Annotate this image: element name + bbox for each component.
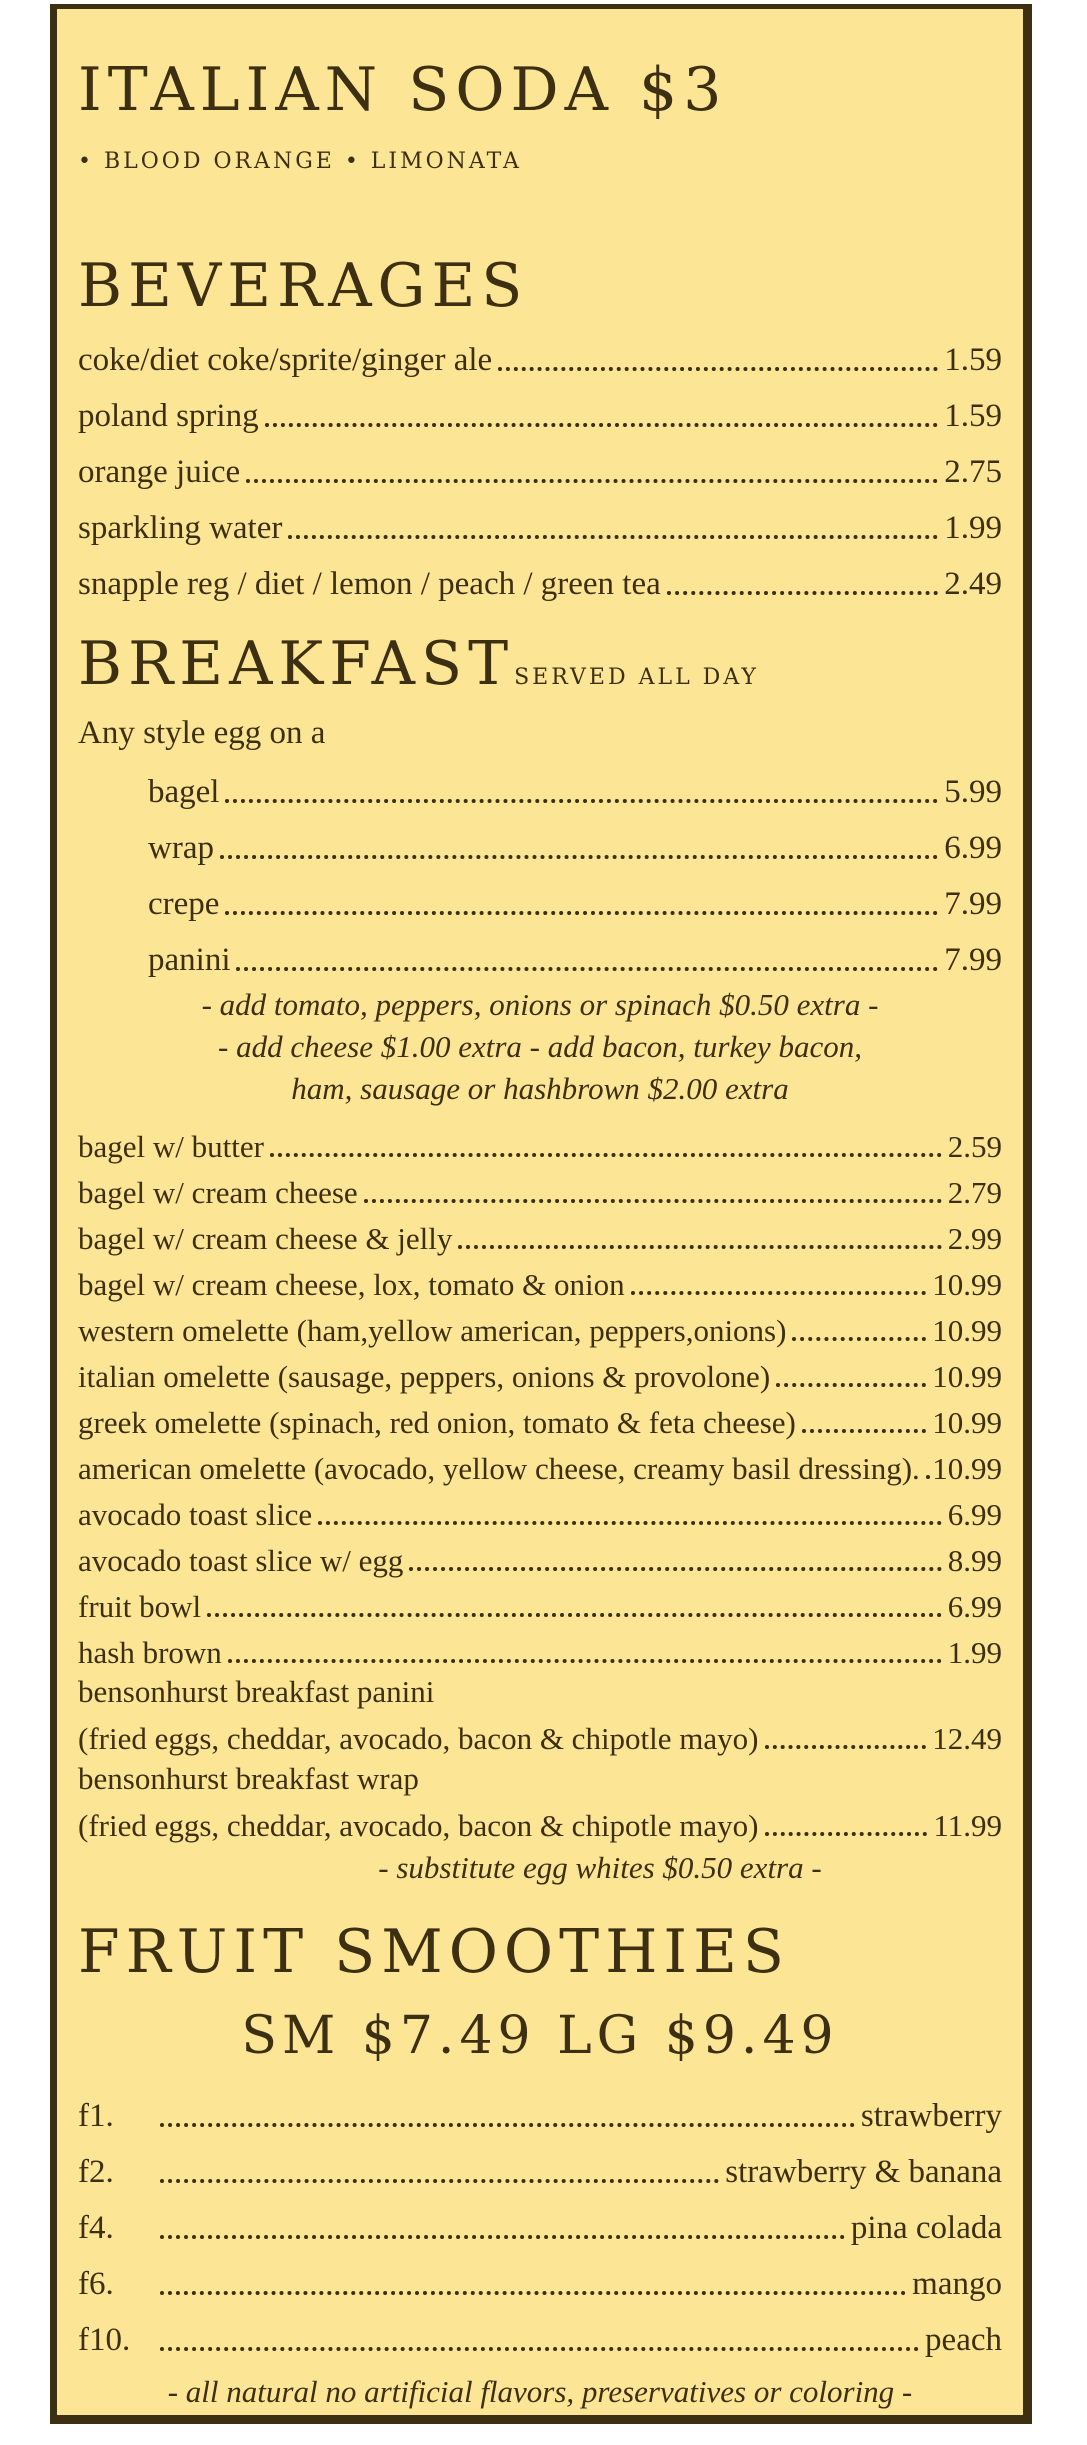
item-name: bagel w/ cream cheese & jelly [78,1221,453,1256]
item-price: 6.99 [944,830,1002,866]
item-price: 7.99 [944,886,1002,922]
item-price: 2.59 [947,1129,1002,1164]
item-name: sparkling water [78,510,283,546]
smoothie-flavor: mango [912,2266,1002,2302]
menu-item-row [78,1800,1002,1844]
smoothie-flavor: peach [925,2322,1002,2358]
item-name: fruit bowl [78,1589,202,1624]
breakfast-heading: BREAKFAST [78,629,515,699]
item-price: 10.99 [932,1451,1002,1486]
item-price: 1.99 [944,510,1002,546]
menu-item-row [78,1627,1002,1671]
menu-item-row [78,1489,1002,1533]
menu-item-row [148,935,1002,979]
menu-item-row [78,447,1002,491]
beverages-heading: BEVERAGES [78,251,529,321]
menu-item-row [78,1351,1002,1395]
item-price: 2.49 [944,566,1002,602]
item-price: 6.99 [947,1589,1002,1624]
menu-item-row [78,1121,1002,1165]
smoothie-row [78,2147,1002,2191]
addon-note: - add tomato, peppers, onions or spinach $0.50 extra - [201,987,879,1022]
item-price: 1.59 [944,342,1002,378]
item-price: 2.75 [944,454,1002,490]
menu-item-row [78,1213,1002,1257]
addon-note: ham, sausage or hashbrown $2.00 extra [291,1071,789,1106]
smoothie-flavor: strawberry [860,2098,1002,2134]
breakfast-subtitle: SERVED ALL DAY [514,665,759,690]
item-name: bagel w/ butter [78,1129,264,1164]
smoothie-flavor: strawberry & banana [725,2154,1002,2190]
item-price: 10.99 [932,1267,1002,1302]
item-desc: (fried eggs, cheddar, avocado, bacon & chipotle mayo) [78,1808,759,1843]
item-price: 11.99 [933,1808,1002,1843]
item-name: american omelette (avocado, yellow cheese, creamy basil dressing). [78,1451,920,1486]
smoothie-row [78,2315,1002,2359]
item-name: bagel w/ cream cheese [78,1175,358,1210]
menu-item-row [78,391,1002,435]
item-name: bagel w/ cream cheese, lox, tomato & onion [78,1267,625,1302]
menu-board [50,4,1032,2424]
item-name: italian omelette (sausage, peppers, onions & provolone) [78,1359,771,1394]
smoothie-code: f10. [78,2322,131,2358]
smoothie-flavor: pina colada [850,2210,1002,2246]
breakfast-heading-group [78,629,759,699]
item-price: 1.99 [947,1635,1002,1670]
menu-item-row [78,1397,1002,1441]
item-price: 10.99 [932,1313,1002,1348]
item-price: 7.99 [944,942,1002,978]
menu-item-row [78,1581,1002,1625]
menu-item-row [78,1259,1002,1303]
menu-item-row [78,503,1002,547]
italian-soda-heading: ITALIAN SODA $3 [78,55,728,125]
menu-item-row [78,1713,1002,1757]
smoothies-heading: FRUIT SMOOTHIES [78,1917,791,1987]
item-name: avocado toast slice w/ egg [78,1543,404,1578]
item-price: 1.59 [944,398,1002,434]
menu-item-row [78,1535,1002,1579]
smoothie-code: f2. [78,2154,114,2190]
item-price: 10.99 [932,1359,1002,1394]
menu-item-row [78,1167,1002,1211]
menu-item-row [78,1443,1002,1487]
item-name: snapple reg / diet / lemon / peach / green tea [78,566,661,602]
item-name: hash brown [78,1635,222,1670]
item-name: wrap [148,830,214,866]
smoothie-code: f6. [78,2266,114,2302]
item-name: greek omelette (spinach, red onion, tomato & feta cheese) [78,1405,796,1440]
item-name: crepe [148,886,220,922]
menu-item-row [78,335,1002,379]
item-price: 2.79 [947,1175,1002,1210]
item-name: western omelette (ham,yellow american, peppers,onions) [78,1313,787,1348]
smoothie-row [78,2203,1002,2247]
egg-intro: Any style egg on a [78,715,326,751]
smoothie-code: f4. [78,2210,114,2246]
item-price: 12.49 [932,1721,1002,1756]
item-name: panini [148,942,231,978]
item-name: orange juice [78,454,241,490]
menu-item-row [148,823,1002,867]
item-price: 10.99 [932,1405,1002,1440]
menu-item-row [148,767,1002,811]
item-name: avocado toast slice [78,1497,313,1532]
item-price: 2.99 [947,1221,1002,1256]
italian-soda-flavors: • BLOOD ORANGE • LIMONATA [78,149,522,174]
addon-note: - add cheese $1.00 extra - add bacon, turkey bacon, [218,1029,862,1064]
menu-item-row [78,1305,1002,1349]
item-price: 6.99 [947,1497,1002,1532]
item-name: bagel [148,774,220,810]
smoothies-note: - all natural no artificial flavors, preservatives or coloring - [167,2374,913,2409]
smoothie-row [78,2091,1002,2135]
item-price: 8.99 [947,1543,1002,1578]
wrap-name: bensonhurst breakfast wrap [78,1761,419,1796]
smoothie-row [78,2259,1002,2303]
item-name: coke/diet coke/sprite/ginger ale [78,342,493,378]
menu-item-row [78,559,1002,603]
menu-content [78,9,1002,2415]
item-desc: (fried eggs, cheddar, avocado, bacon & chipotle mayo) [78,1721,759,1756]
substitute-note: - substitute egg whites $0.50 extra - [378,1850,822,1885]
menu-item-row [148,879,1002,923]
item-price: 5.99 [944,774,1002,810]
item-name: poland spring [78,398,259,434]
smoothies-prices: SM $7.49 LG $9.49 [241,2006,839,2066]
smoothie-code: f1. [78,2098,114,2134]
panini-name: bensonhurst breakfast panini [78,1674,435,1709]
